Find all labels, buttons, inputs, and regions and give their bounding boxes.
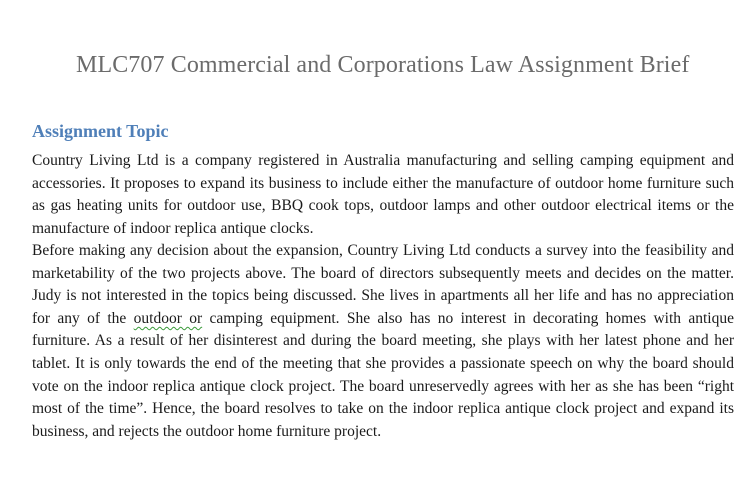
- paragraph-text-end: camping equipment. She also has no interest in decorating homes with antique furniture. As a result of her disinterest and during the board meeting, she plays with her latest phone and her tablet. It is only towards the end of the meeting that she provides a passionate speech on why the board should vote on the indoor replica antique clock project. The board unreservedly agrees with her as she has been “right most of the time”. Hence, the board resolves to take on the indoor replica antique clock project and expand its business, and rejects the outdoor home furniture project.: [32, 309, 734, 440]
- section-heading: Assignment Topic: [32, 121, 169, 141]
- spelling-mark: outdoor or: [133, 309, 203, 327]
- paragraph-intro: Country Living Ltd is a company registered in Australia manufacturing and selling camping equipment and accessories. It proposes to expand its business to include either the manufacture of outdoor home furniture such as gas heating units for outdoor use, BBQ cook tops, outdoor lamps and other outdoor electrical items or the manufacture of indoor replica antique clocks.: [32, 152, 734, 237]
- paragraph-text-start: Before making any decision about the expansion, Country Living Ltd conducts a survey into the feasibility and marketability of the two projects above. The board of directors subsequently meets and decides on the matter. Judy is not interested in the topics being discussed. She lives in apartments all her life and has no appreciation for any of the: [32, 242, 734, 327]
- paragraph-board-meeting: [32, 240, 734, 443]
- document-title: MLC707 Commercial and Corporations Law Assignment Brief: [76, 52, 690, 78]
